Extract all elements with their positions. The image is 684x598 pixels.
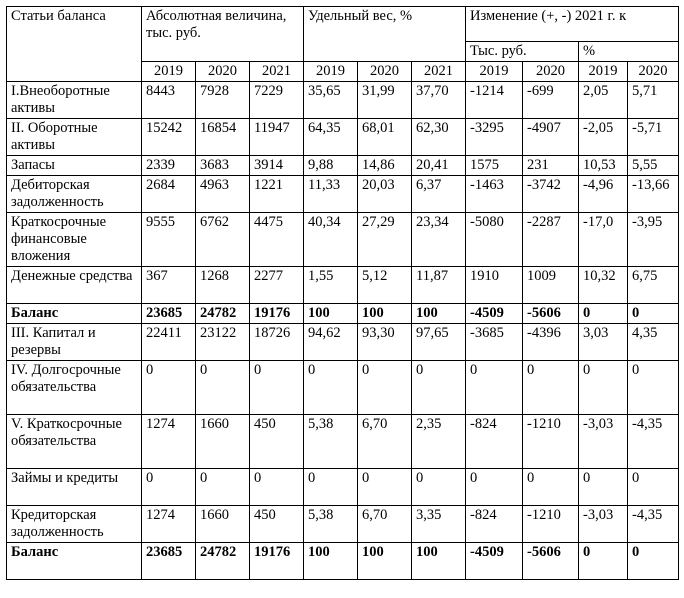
value-cell: 5,71 bbox=[628, 82, 679, 119]
row-label: IV. Долгосрочные обязательства bbox=[7, 361, 142, 415]
value-cell: 1274 bbox=[142, 506, 196, 543]
value-cell: 4,35 bbox=[628, 324, 679, 361]
value-cell: 6,70 bbox=[358, 415, 412, 469]
value-cell: -5,71 bbox=[628, 119, 679, 156]
value-cell: 6,70 bbox=[358, 506, 412, 543]
value-cell: 93,30 bbox=[358, 324, 412, 361]
value-cell: 0 bbox=[579, 304, 628, 324]
value-cell: 2339 bbox=[142, 156, 196, 176]
value-cell: 2,35 bbox=[412, 415, 466, 469]
value-cell: 10,32 bbox=[579, 267, 628, 304]
change-year-cell: 2020 bbox=[628, 62, 679, 82]
value-cell: 0 bbox=[579, 361, 628, 415]
change-year-cell: 2020 bbox=[523, 62, 579, 82]
value-cell: 367 bbox=[142, 267, 196, 304]
value-cell: 0 bbox=[466, 469, 523, 506]
table-row bbox=[7, 415, 679, 469]
value-cell: 100 bbox=[412, 304, 466, 324]
year-cell: 2019 bbox=[304, 62, 358, 82]
value-cell: 100 bbox=[412, 543, 466, 580]
row-label: Займы и кредиты bbox=[7, 469, 142, 506]
value-cell: 31,99 bbox=[358, 82, 412, 119]
value-cell: -4,96 bbox=[579, 176, 628, 213]
value-cell: 0 bbox=[628, 543, 679, 580]
value-cell: 450 bbox=[250, 415, 304, 469]
table-row bbox=[7, 469, 679, 506]
header-items: Статьи баланса bbox=[7, 7, 142, 82]
value-cell: 0 bbox=[358, 361, 412, 415]
value-cell: -3,95 bbox=[628, 213, 679, 267]
value-cell: 24782 bbox=[196, 543, 250, 580]
value-cell: 11947 bbox=[250, 119, 304, 156]
table-row bbox=[7, 156, 679, 176]
value-cell: 1,55 bbox=[304, 267, 358, 304]
value-cell: -3685 bbox=[466, 324, 523, 361]
value-cell: 100 bbox=[304, 543, 358, 580]
value-cell: 0 bbox=[523, 469, 579, 506]
value-cell: 1221 bbox=[250, 176, 304, 213]
value-cell: 64,35 bbox=[304, 119, 358, 156]
value-cell: 100 bbox=[358, 304, 412, 324]
value-cell: 15242 bbox=[142, 119, 196, 156]
value-cell: -4509 bbox=[466, 543, 523, 580]
value-cell: 6,37 bbox=[412, 176, 466, 213]
value-cell: 0 bbox=[142, 469, 196, 506]
value-cell: 0 bbox=[304, 361, 358, 415]
table-row bbox=[7, 506, 679, 543]
value-cell: 68,01 bbox=[358, 119, 412, 156]
value-cell: 1910 bbox=[466, 267, 523, 304]
value-cell: -824 bbox=[466, 415, 523, 469]
value-cell: -1210 bbox=[523, 506, 579, 543]
value-cell: 0 bbox=[250, 361, 304, 415]
value-cell: -4907 bbox=[523, 119, 579, 156]
value-cell: 0 bbox=[196, 361, 250, 415]
value-cell: 4475 bbox=[250, 213, 304, 267]
value-cell: 23,34 bbox=[412, 213, 466, 267]
value-cell: 0 bbox=[628, 469, 679, 506]
value-cell: 0 bbox=[196, 469, 250, 506]
value-cell: 35,65 bbox=[304, 82, 358, 119]
value-cell: 3,03 bbox=[579, 324, 628, 361]
value-cell: -3,03 bbox=[579, 415, 628, 469]
value-cell: 10,53 bbox=[579, 156, 628, 176]
value-cell: -1210 bbox=[523, 415, 579, 469]
value-cell: -17,0 bbox=[579, 213, 628, 267]
header-change-percent: % bbox=[579, 42, 679, 62]
value-cell: -699 bbox=[523, 82, 579, 119]
value-cell: -4509 bbox=[466, 304, 523, 324]
value-cell: 231 bbox=[523, 156, 579, 176]
value-cell: 0 bbox=[412, 361, 466, 415]
value-cell: -5606 bbox=[523, 304, 579, 324]
row-label: Баланс bbox=[7, 304, 142, 324]
value-cell: -2287 bbox=[523, 213, 579, 267]
value-cell: 40,34 bbox=[304, 213, 358, 267]
year-cell: 2020 bbox=[196, 62, 250, 82]
value-cell: 7229 bbox=[250, 82, 304, 119]
value-cell: 3,35 bbox=[412, 506, 466, 543]
table-body bbox=[7, 7, 679, 580]
row-label: I.Внеоборотные активы bbox=[7, 82, 142, 119]
value-cell: 0 bbox=[466, 361, 523, 415]
value-cell: 20,41 bbox=[412, 156, 466, 176]
value-cell: -3295 bbox=[466, 119, 523, 156]
value-cell: 0 bbox=[579, 469, 628, 506]
row-label: V. Краткосрочные обязательства bbox=[7, 415, 142, 469]
value-cell: -13,66 bbox=[628, 176, 679, 213]
value-cell: 14,86 bbox=[358, 156, 412, 176]
value-cell: 0 bbox=[628, 304, 679, 324]
value-cell: 450 bbox=[250, 506, 304, 543]
value-cell: 37,70 bbox=[412, 82, 466, 119]
value-cell: 2277 bbox=[250, 267, 304, 304]
value-cell: 5,55 bbox=[628, 156, 679, 176]
value-cell: 97,65 bbox=[412, 324, 466, 361]
header-share bbox=[304, 7, 466, 62]
value-cell: 23122 bbox=[196, 324, 250, 361]
row-label: II. Оборотные активы bbox=[7, 119, 142, 156]
value-cell: 16854 bbox=[196, 119, 250, 156]
value-cell: 7928 bbox=[196, 82, 250, 119]
value-cell: 8443 bbox=[142, 82, 196, 119]
value-cell: 5,12 bbox=[358, 267, 412, 304]
row-label: Денежные средства bbox=[7, 267, 142, 304]
value-cell: 5,38 bbox=[304, 506, 358, 543]
value-cell: 3914 bbox=[250, 156, 304, 176]
value-cell: -1214 bbox=[466, 82, 523, 119]
table-row bbox=[7, 213, 679, 267]
value-cell: 1660 bbox=[196, 506, 250, 543]
table-row bbox=[7, 176, 679, 213]
header-share-label: Удельный вес, % bbox=[308, 8, 413, 24]
value-cell: 23685 bbox=[142, 543, 196, 580]
value-cell: 1660 bbox=[196, 415, 250, 469]
header-absolute-label: Абсолютная величина, тыс. руб. bbox=[146, 8, 287, 41]
value-cell: 6,75 bbox=[628, 267, 679, 304]
value-cell: 24782 bbox=[196, 304, 250, 324]
year-cell: 2020 bbox=[358, 62, 412, 82]
change-year-cell: 2019 bbox=[466, 62, 523, 82]
value-cell: 62,30 bbox=[412, 119, 466, 156]
value-cell: 2684 bbox=[142, 176, 196, 213]
table-row bbox=[7, 543, 679, 580]
row-label: Запасы bbox=[7, 156, 142, 176]
value-cell: 9,88 bbox=[304, 156, 358, 176]
row-label: Баланс bbox=[7, 543, 142, 580]
value-cell: 22411 bbox=[142, 324, 196, 361]
value-cell: 19176 bbox=[250, 543, 304, 580]
value-cell: 94,62 bbox=[304, 324, 358, 361]
value-cell: 3683 bbox=[196, 156, 250, 176]
header-change: Изменение (+, -) 2021 г. к bbox=[466, 7, 679, 42]
value-cell: 2,05 bbox=[579, 82, 628, 119]
header-row-groups bbox=[7, 7, 679, 42]
value-cell: 1268 bbox=[196, 267, 250, 304]
table-row bbox=[7, 304, 679, 324]
value-cell: -824 bbox=[466, 506, 523, 543]
value-cell: -3,03 bbox=[579, 506, 628, 543]
value-cell: 1575 bbox=[466, 156, 523, 176]
row-label: Кредиторская задолженность bbox=[7, 506, 142, 543]
header-absolute bbox=[142, 7, 304, 62]
value-cell: 0 bbox=[250, 469, 304, 506]
value-cell: 23685 bbox=[142, 304, 196, 324]
value-cell: 0 bbox=[142, 361, 196, 415]
value-cell: 100 bbox=[358, 543, 412, 580]
table-row bbox=[7, 267, 679, 304]
value-cell: 11,87 bbox=[412, 267, 466, 304]
value-cell: 9555 bbox=[142, 213, 196, 267]
value-cell: 18726 bbox=[250, 324, 304, 361]
value-cell: 0 bbox=[412, 469, 466, 506]
value-cell: -2,05 bbox=[579, 119, 628, 156]
value-cell: -5080 bbox=[466, 213, 523, 267]
value-cell: 6762 bbox=[196, 213, 250, 267]
value-cell: 19176 bbox=[250, 304, 304, 324]
value-cell: 1009 bbox=[523, 267, 579, 304]
value-cell: 0 bbox=[579, 543, 628, 580]
value-cell: -5606 bbox=[523, 543, 579, 580]
year-cell: 2019 bbox=[142, 62, 196, 82]
year-cell: 2021 bbox=[412, 62, 466, 82]
value-cell: -4,35 bbox=[628, 506, 679, 543]
row-label: Дебиторская задолженность bbox=[7, 176, 142, 213]
table-row bbox=[7, 82, 679, 119]
value-cell: -3742 bbox=[523, 176, 579, 213]
row-label: Краткосрочные финансовые вложения bbox=[7, 213, 142, 267]
value-cell: -1463 bbox=[466, 176, 523, 213]
value-cell: 0 bbox=[358, 469, 412, 506]
year-cell: 2021 bbox=[250, 62, 304, 82]
value-cell: 0 bbox=[304, 469, 358, 506]
row-label: III. Капитал и резервы bbox=[7, 324, 142, 361]
header-change-thousand: Тыс. руб. bbox=[466, 42, 579, 62]
balance-table bbox=[6, 6, 679, 580]
value-cell: 1274 bbox=[142, 415, 196, 469]
value-cell: 0 bbox=[523, 361, 579, 415]
change-year-cell: 2019 bbox=[579, 62, 628, 82]
value-cell: -4396 bbox=[523, 324, 579, 361]
table-row bbox=[7, 361, 679, 415]
value-cell: 4963 bbox=[196, 176, 250, 213]
value-cell: 27,29 bbox=[358, 213, 412, 267]
table-row bbox=[7, 119, 679, 156]
value-cell: 100 bbox=[304, 304, 358, 324]
table-row bbox=[7, 324, 679, 361]
value-cell: -4,35 bbox=[628, 415, 679, 469]
value-cell: 20,03 bbox=[358, 176, 412, 213]
value-cell: 5,38 bbox=[304, 415, 358, 469]
value-cell: 0 bbox=[628, 361, 679, 415]
value-cell: 11,33 bbox=[304, 176, 358, 213]
